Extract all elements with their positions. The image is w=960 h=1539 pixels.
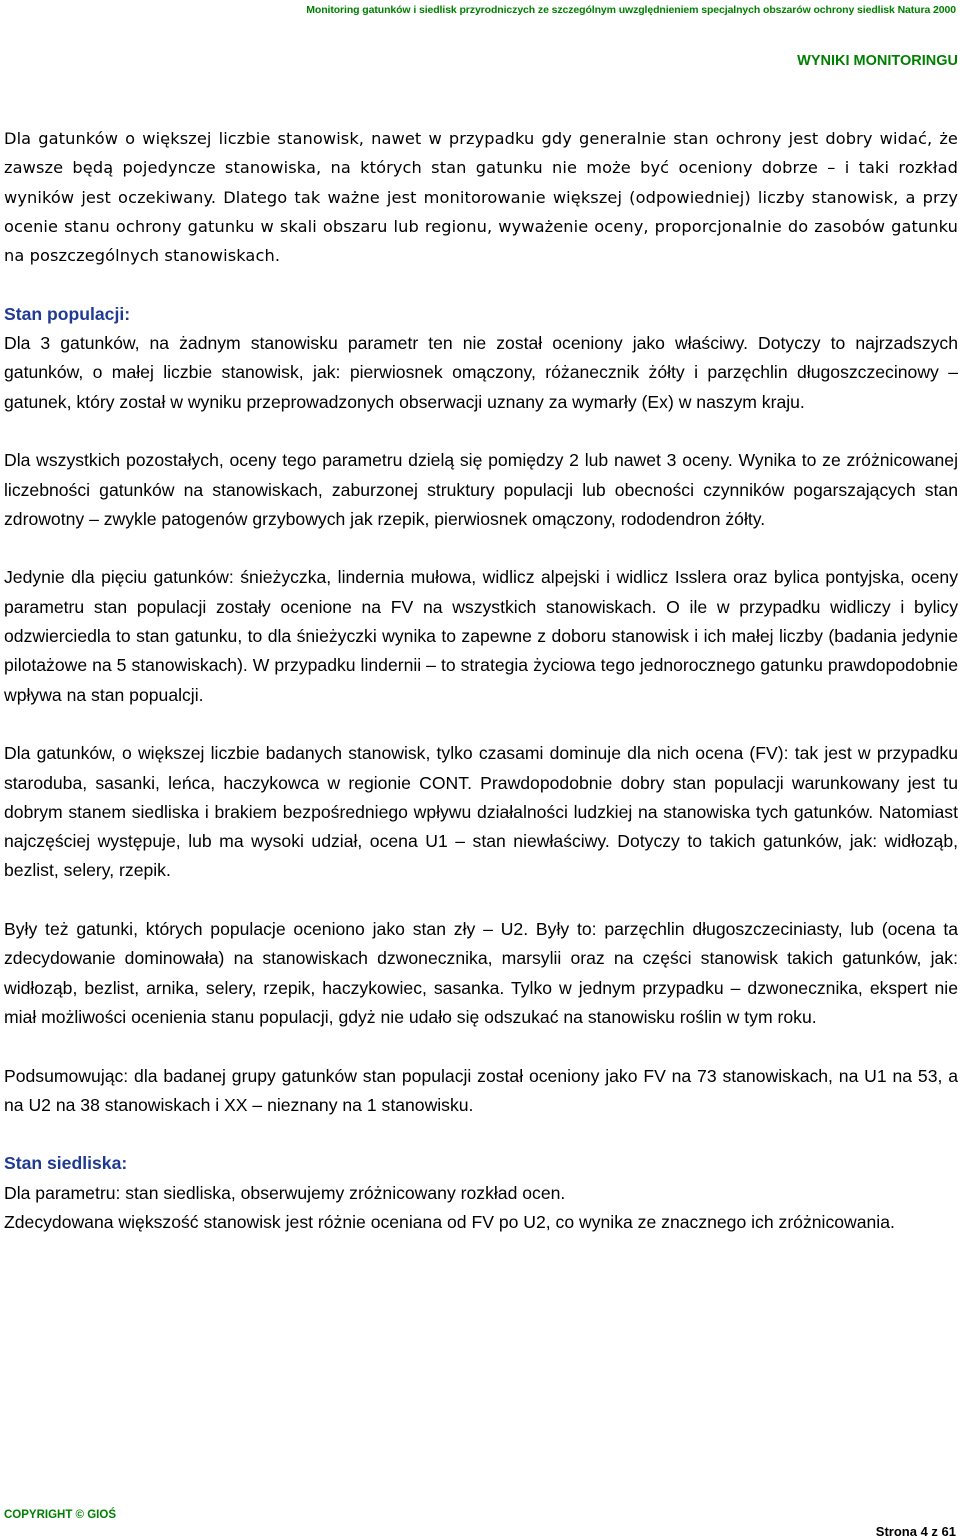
paragraph-spacer <box>4 270 958 299</box>
paragraph-habitat-1: Dla parametru: stan siedliska, obserwujemy zróżnicowany rozkład ocen. <box>4 1182 566 1203</box>
paragraph-population-1: Dla 3 gatunków, na żadnym stanowisku parametr ten nie został oceniony jako właściwy. Dotyczy to najrzadszych gatunków, o małej liczbie stanowisk, jak: pierwiosnek omączony, różanecznik żółty i parzęchlin długoszczecinowy – gatunek, który został w wyniku przeprowadzonych obserwacji uznany za wymarły (Ex) w naszym kraju. <box>4 333 958 412</box>
paragraph-intro: Dla gatunków o większej liczbie stanowisk, nawet w przypadku gdy generalnie stan ochrony jest dobry widać, że zawsze będą pojedyncze stanowiska, na których stan gatunku nie może być oceniony dobrze – i taki rozkład wyników jest oczekiwany. Dlatego tak ważne jest monitorowanie większej (odpowiedniej) liczby stanowisk, a przy ocenie stanu ochrony gatunku w skali obszaru lub regionu, wyważenie oceny, proporcjonalnie do zasobów gatunku na poszczególnych stanowiskach. <box>4 129 958 266</box>
paragraph-spacer <box>4 1120 958 1149</box>
paragraph-population-4: Dla gatunków, o większej liczbie badanych stanowisk, tylko czasami dominuje dla nich ocena (FV): tak jest w przypadku staroduba, sasanki, leńca, haczykowca w regionie CONT. Prawdopodobnie dobry stan populacji warunkowany jest tu dobrym stanem siedliska i brakiem bezpośredniego wpływu działalności ludzkiej na stanowiska tych gatunków. Natomiast najczęściej występuje, lub ma wysoki udział, ocena U1 – stan niewłaściwy. Dotyczy to takich gatunków, jak: widłoząb, bezlist, selery, rzepik. <box>4 743 958 881</box>
footer-page-number: Strona 4 z 61 <box>875 1524 956 1539</box>
paragraph-spacer <box>4 710 958 739</box>
heading-population-status: Stan populacji: <box>4 303 131 324</box>
paragraph-habitat-2: Zdecydowana większość stanowisk jest różnie oceniana od FV po U2, co wynika ze znacznego ich zróżnicowania. <box>4 1211 895 1232</box>
paragraph-population-5: Były też gatunki, których populacje oceniono jako stan zły – U2. Były to: parzęchlin długoszczeciniasty, lub (ocena ta zdecydowanie dominowała) na stanowiskach dzwonecznika, marsylii oraz na części stanowisk takich gatunków, jak: widłoząb, bezlist, arnika, selery, rzepik, haczykowiec, sasanka. Tylko w jednym przypadku – dzwonecznika, ekspert nie miał możliwości ocenienia stanu populacji, gdyż nie udało się odszukać na stanowisku roślin w tym roku. <box>4 919 958 1027</box>
paragraph-population-2: Dla wszystkich pozostałych, oceny tego parametru dzielą się pomiędzy 2 lub nawet 3 oceny. Wynika to ze zróżnicowanej liczebności gatunków na stanowiskach, zaburzonej struktury populacji lub obecności czynników pogarszających stan zdrowotny – zwykle patogenów grzybowych jak rzepik, pierwiosnek omączony, rododendron żółty. <box>4 450 958 529</box>
footer-copyright: COPYRIGHT © GIOŚ <box>4 1509 116 1521</box>
paragraph-spacer <box>4 534 958 563</box>
paragraph-spacer <box>4 417 958 446</box>
body-text <box>4 124 958 1237</box>
paragraph-population-3: Jedynie dla pięciu gatunków: śnieżyczka, lindernia mułowa, widlicz alpejski i widlicz Isslera oraz bylica pontyjska, oceny parametru stan populacji zostały ocenione na FV na wszystkich stanowiskach. O ile w przypadku widliczy i bylicy odzwierciedla to stan gatunku, to dla śnieżyczki wynika to zapewne z doboru stanowisk i ich małej liczby (badania jedynie pilotażowe na 5 stanowiskach). W przypadku lindernii – to strategia życiowa tego jednorocznego gatunku prawdopodobnie wpływa na stan popualcji. <box>4 567 958 705</box>
paragraph-spacer <box>4 1032 958 1061</box>
paragraph-spacer <box>4 886 958 915</box>
paragraph-summary: Podsumowując: dla badanej grupy gatunków stan populacji został oceniony jako FV na 73 stanowiskach, na U1 na 53, a na U2 na 38 stanowiskach i XX – nieznany na 1 stanowisku. <box>4 1065 958 1115</box>
heading-habitat-status: Stan siedliska: <box>4 1153 128 1174</box>
running-header: Monitoring gatunków i siedlisk przyrodniczych ze szczególnym uwzględnieniem specjalnych obszarów ochrony siedlisk Natura 2000 <box>306 4 956 16</box>
section-header: WYNIKI MONITORINGU <box>797 53 958 69</box>
